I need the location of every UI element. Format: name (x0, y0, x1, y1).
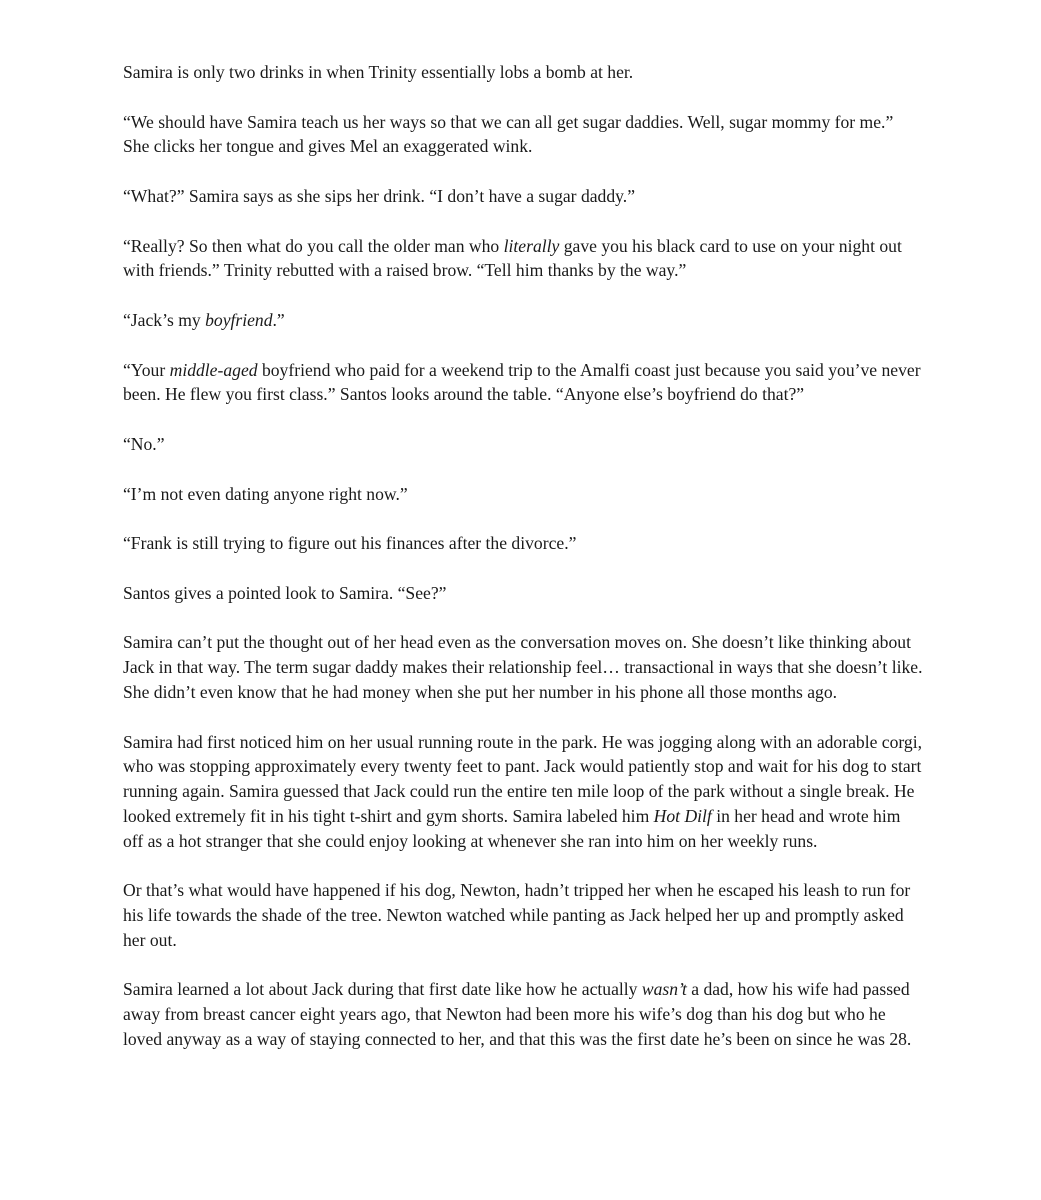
paragraph-2: “We should have Samira teach us her ways so that we can all get sugar daddies. Well, sugar mommy for me.” She clicks her tongue and gives Mel an exaggerated wink. (123, 111, 894, 157)
paragraph-5 (123, 308, 923, 333)
paragraph-14 (123, 977, 923, 1051)
paragraph-5-emphasis: boyfriend (205, 309, 273, 330)
paragraph-3: “What?” Samira says as she sips her drink. “I don’t have a sugar daddy.” (123, 185, 636, 206)
paragraph-12 (123, 730, 923, 854)
paragraph-8: “I’m not even dating anyone right now.” (123, 483, 408, 504)
paragraph-10: Santos gives a pointed look to Samira. “See?” (123, 582, 447, 603)
paragraph-14-emphasis: wasn’t (641, 979, 687, 1000)
paragraph-13: Or that’s what would have happened if his dog, Newton, hadn’t tripped her when he escaped his leash to run for his life towards the shade of the tree. Newton watched while panting as Jack helped her up and promptly asked her out. (123, 880, 911, 950)
paragraph-9: “Frank is still trying to figure out his finances after the divorce.” (123, 533, 577, 554)
paragraph-4-emphasis: literally (503, 235, 560, 256)
paragraph-6-text-c: boyfriend who paid for a weekend trip to the Amalfi coast just because you said you’ve never been. He flew you first class.” Santos looks around the table. “Anyone else’s boyfriend do that?” (123, 359, 921, 405)
paragraph-14-text-a: Samira learned a lot about Jack during that first date like how he actually (123, 979, 642, 1000)
paragraph-6-text-a: “Your (123, 359, 170, 380)
paragraph-5-text-a: “Jack’s my (123, 309, 206, 330)
paragraph-4-text-c: gave you his black card to use on your night out with friends.” Trinity rebutted with a raised brow. “Tell him thanks by the way.” (123, 235, 902, 281)
paragraph-4 (123, 234, 923, 284)
paragraph-12-text-a: Samira had first noticed him on her usual running route in the park. He was jogging along with an adorable corgi, who was stopping approximately every twenty feet to pant. Jack would patiently stop and wait for his dog to start running again. Samira guessed that Jack could run the entire ten mile loop of the park without a single break. He looked extremely fit in his tight t-shirt and gym shorts. Samira labeled him (123, 731, 923, 826)
paragraph-12-text-c: in her head and wrote him off as a hot stranger that she could enjoy looking at whenever she ran into him on her weekly runs. (123, 805, 901, 851)
paragraph-1: Samira is only two drinks in when Trinity essentially lobs a bomb at her. (123, 62, 634, 82)
paragraph-11: Samira can’t put the thought out of her head even as the conversation moves on. She doesn’t like thinking about Jack in that way. The term sugar daddy makes their relationship feel… transactional in ways that she doesn’t like. She didn’t even know that he had money when she put her number in his phone all those months ago. (123, 632, 923, 702)
paragraph-12-emphasis: Hot Dilf (653, 805, 712, 826)
paragraph-7: “No.” (123, 433, 165, 454)
paragraph-14-text-c: a dad, how his wife had passed away from breast cancer eight years ago, that Newton had been more his wife’s dog than his dog but who he loved anyway as a way of staying connected to her, and that this was the first date he’s been on since he was 28. (123, 979, 912, 1050)
document-page (123, 60, 923, 1077)
paragraph-6-emphasis: middle-aged (169, 359, 258, 380)
paragraph-4-text-a: “Really? So then what do you call the older man who (123, 235, 504, 256)
paragraph-6 (123, 358, 923, 408)
paragraph-5-text-c: .” (272, 309, 285, 330)
